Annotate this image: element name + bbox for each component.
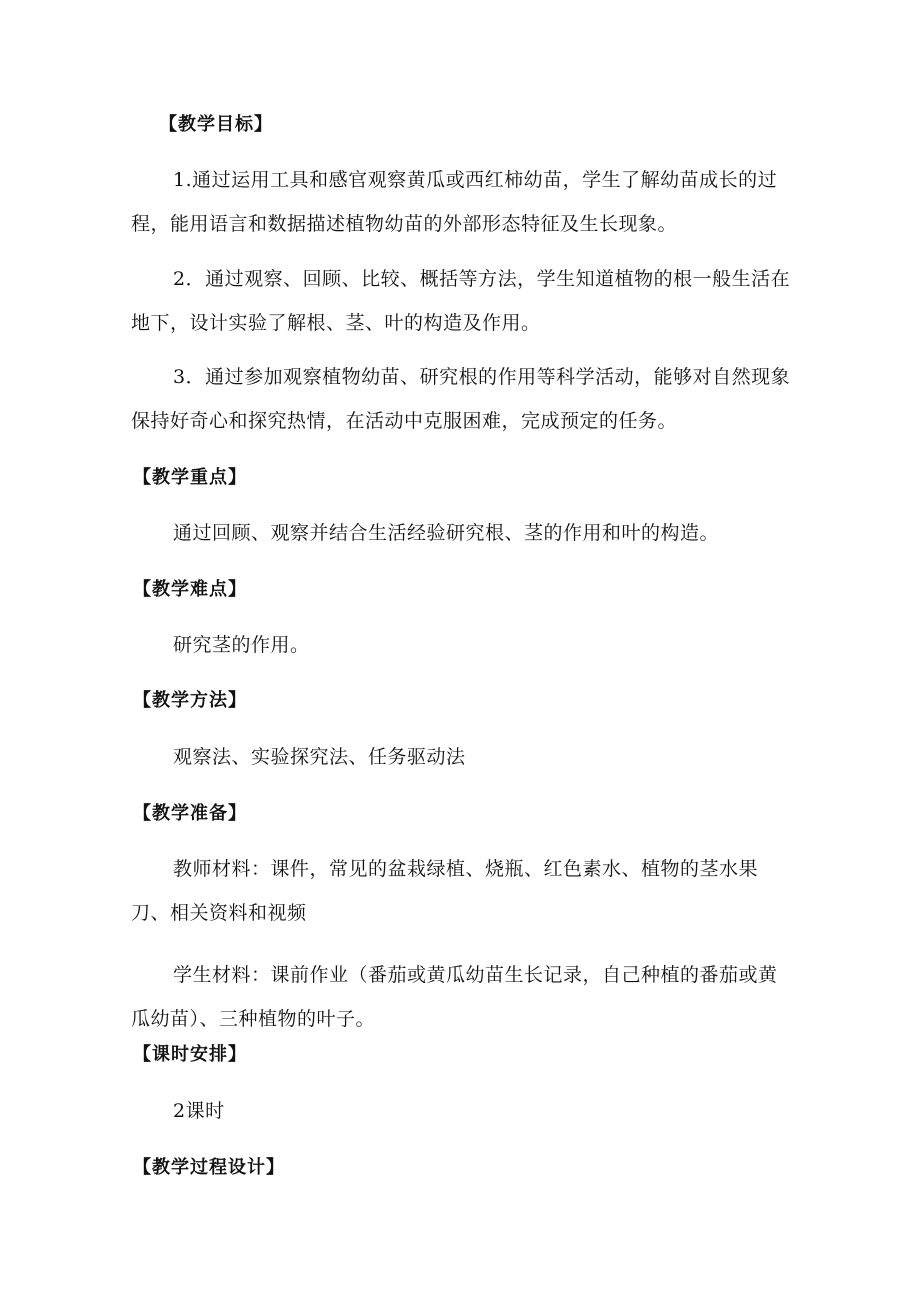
schedule-heading: 【课时安排】	[133, 1044, 247, 1065]
schedule-text: 2课时	[173, 1100, 225, 1122]
preparation-heading: 【教学准备】	[133, 803, 247, 824]
teacher-materials: 教师材料：课件，常见的盆栽绿植、烧瓶、红色素水、植物的茎水果刀、相关资料和视频	[131, 858, 759, 924]
objective-item-3: 3．通过参加观察植物幼苗、研究根的作用等科学活动，能够对自然现象保持好奇心和探究热情，在活动中克服困难，完成预定的任务。	[131, 366, 791, 432]
difficulties-heading: 【教学难点】	[133, 579, 247, 600]
key-points-heading: 【教学重点】	[133, 467, 247, 488]
objective-item-1: 1.通过运用工具和感官观察黄瓜或西红柿幼苗，学生了解幼苗成长的过程，能用语言和数据描述植物幼苗的外部形态特征及生长现象。	[131, 169, 778, 235]
methods-heading: 【教学方法】	[133, 690, 247, 711]
methods-text: 观察法、实验探究法、任务驱动法	[173, 746, 466, 768]
process-heading: 【教学过程设计】	[133, 1157, 285, 1178]
objectives-heading: 【教学目标】	[159, 114, 273, 135]
objective-item-2: 2．通过观察、回顾、比较、概括等方法，学生知道植物的根一般生活在地下，设计实验了解根、茎、叶的构造及作用。	[131, 268, 791, 334]
difficulties-text: 研究茎的作用。	[173, 634, 310, 656]
student-materials: 学生材料：课前作业（番茄或黄瓜幼苗生长记录，自己种植的番茄或黄瓜幼苗）、三种植物的叶子。	[131, 964, 778, 1030]
key-points-text: 通过回顾、观察并结合生活经验研究根、茎的作用和叶的构造。	[173, 522, 720, 544]
